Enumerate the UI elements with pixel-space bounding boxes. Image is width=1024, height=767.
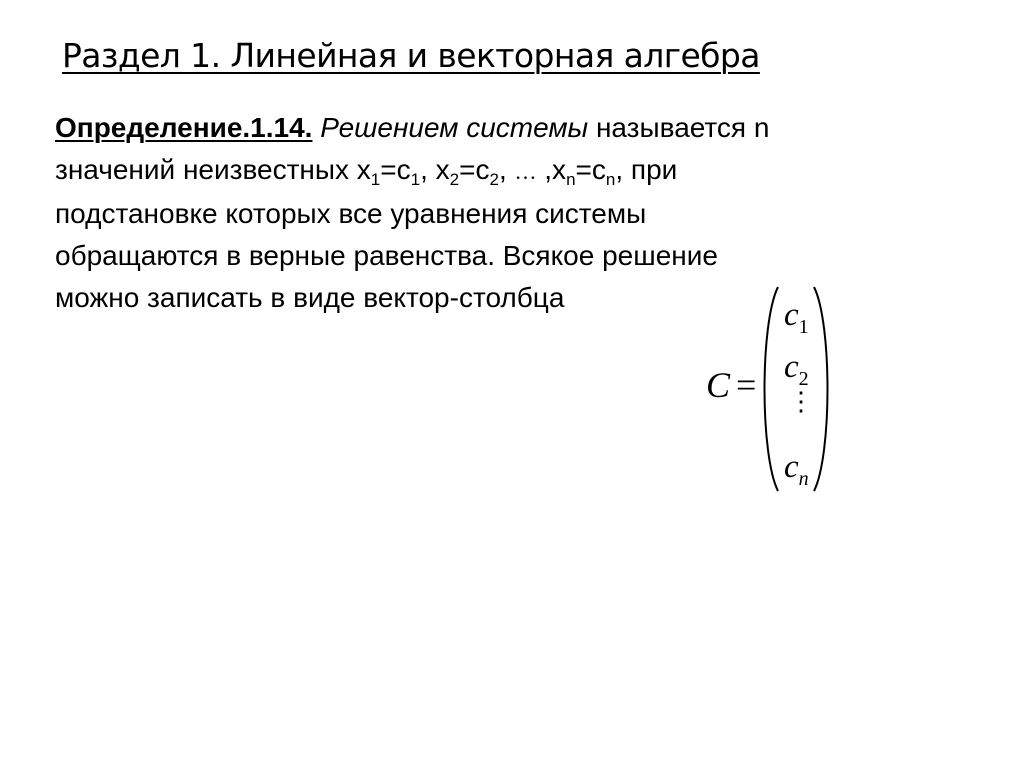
entry-letter: c <box>784 297 799 333</box>
definition-line-3: подстановке которых все уравнения системы <box>55 198 647 229</box>
vector-name: C <box>706 365 731 405</box>
definition-label: Определение.1.14. <box>55 112 313 143</box>
subscript: 1 <box>370 170 381 189</box>
text-fragment: , <box>498 154 515 185</box>
slide-title: Раздел 1. Линейная и векторная алгебра <box>62 36 760 75</box>
entry-letter: c <box>784 449 799 485</box>
vector-entry-c1 <box>784 297 809 338</box>
text-fragment: =c <box>459 154 490 185</box>
subscript: n <box>605 170 616 189</box>
text-fragment: =c <box>380 154 411 185</box>
subscript: 2 <box>489 170 499 189</box>
definition-text-1: называется n <box>588 112 770 143</box>
vector-entry-c2 <box>784 349 809 390</box>
text-fragment: =c <box>575 154 606 185</box>
entry-subscript: n <box>798 468 809 490</box>
vector-entry-cn <box>784 449 809 490</box>
text-fragment: , при <box>615 154 678 185</box>
definition-line-2 <box>55 149 695 193</box>
text-fragment: ,x <box>536 154 567 185</box>
subscript: 2 <box>449 170 460 189</box>
text-fragment: , x <box>420 154 450 185</box>
defined-term: Решением системы <box>320 112 589 143</box>
equals-sign: = <box>736 365 757 405</box>
vertical-ellipsis: ⋮ <box>788 387 814 416</box>
entry-subscript: 1 <box>798 316 809 338</box>
subscript: n <box>566 170 576 189</box>
subscript: 1 <box>410 170 421 189</box>
definition-paragraph <box>55 107 770 319</box>
definition-line-4: обращаются в верные равенства. Всякое решение <box>55 240 718 271</box>
entry-letter: c <box>784 349 799 385</box>
definition-line-5: можно записать в виде вектор-столбца <box>55 282 565 313</box>
text-fragment: значений неизвестных x <box>55 154 371 185</box>
entry-subscript: 2 <box>798 368 809 390</box>
definition-line-1 <box>55 107 770 149</box>
ellipsis: … <box>514 159 537 184</box>
column-vector-formula <box>700 283 840 495</box>
